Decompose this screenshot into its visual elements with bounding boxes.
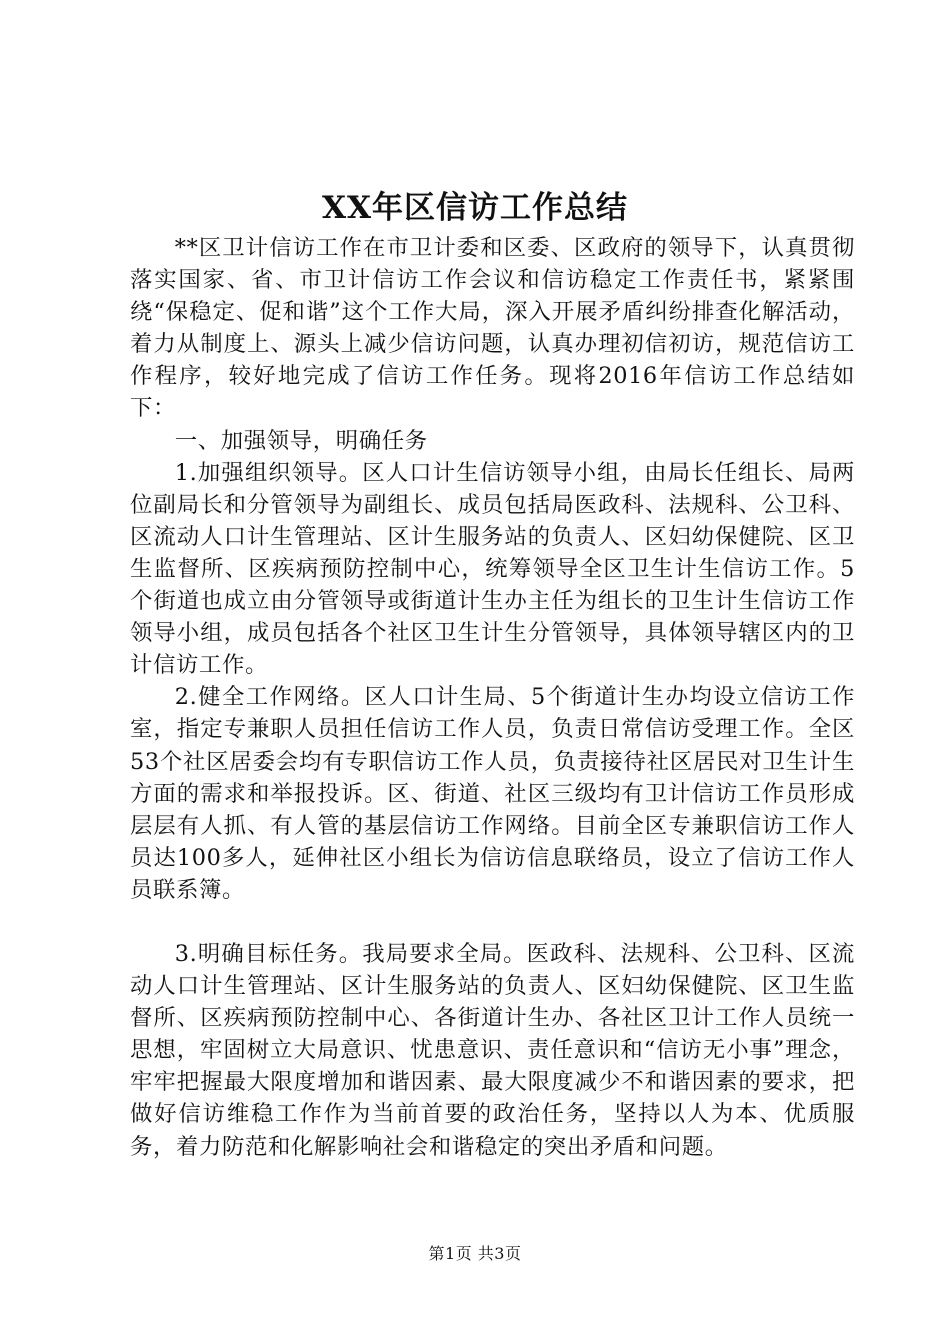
intro-paragraph: **区卫计信访工作在市卫计委和区委、区政府的领导下，认真贯彻落实国家、省、市卫计信访工作会议和信访稳定工作责任书，紧紧围绕“保稳定、促和谐”这个工作大局，深入开展矛盾纠纷排查化解活动，着力从制度上、源头上减少信访问题，认真办理初信初访，规范信访工作程序，较好地完成了信访工作任务。现将2016年信访工作总结如下： — [130, 235, 855, 422]
section-heading: 一、加强领导，明确任务 — [174, 427, 428, 454]
body-paragraph: 2.健全工作网络。区人口计生局、5个街道计生办均设立信访工作室，指定专兼职人员担任信访工作人员，负责日常信访受理工作。全区53个社区居委会均有专职信访工作人员，负责接待社区居民对卫生计生方面的需求和举报投诉。区、街道、社区三级均有卫计信访工作员形成层层有人抓、有人管的基层信访工作网络。目前全区专兼职信访工作人员达100多人，延伸社区小组长为信访信息联络员，设立了信访工作人员联系簿。 — [130, 684, 855, 903]
document-body — [130, 232, 855, 1163]
body-paragraph: 1.加强组织领导。区人口计生信访领导小组，由局长任组长、局两位副局长和分管领导为副组长、成员包括局医政科、法规科、公卫科、区流动人口计生管理站、区计生服务站的负责人、区妇幼保健院、区卫生监督所、区疾病预防控制中心，统筹领导全区卫生计生信访工作。5个街道也成立由分管领导或街道计生办主任为组长的卫生计生信访工作领导小组，成员包括各个社区卫生计生分管领导，具体领导辖区内的卫计信访工作。 — [130, 459, 855, 679]
page-number-footer: 第1页 共3页 — [428, 1244, 522, 1263]
document-title: XX年区信访工作总结 — [321, 190, 629, 226]
body-paragraph: 3.明确目标任务。我局要求全局。医政科、法规科、公卫科、区流动人口计生管理站、区计生服务站的负责人、区妇幼保健院、区卫生监督所、区疾病预防控制中心、各街道计生办、各社区卫计工作人员统一思想，牢固树立大局意识、忧患意识、责任意识和“信访无小事”理念，牢牢把握最大限度增加和谐因素、最大限度减少不和谐因素的要求，把做好信访维稳工作作为当前首要的政治任务，坚持以人为本、优质服务，着力防范和化解影响社会和谐稳定的突出矛盾和问题。 — [130, 940, 855, 1160]
